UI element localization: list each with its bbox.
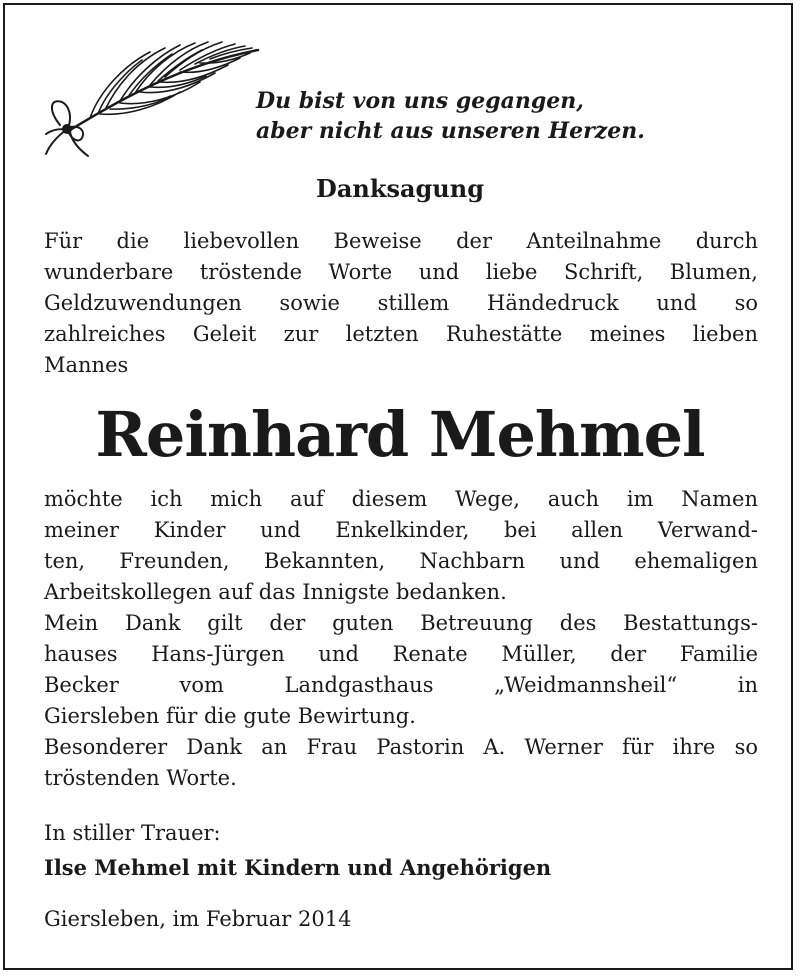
body-line: tröstenden Worte. bbox=[44, 766, 237, 790]
body-paragraph bbox=[44, 484, 758, 794]
motto-line-1: Du bist von uns gegangen, bbox=[256, 88, 584, 114]
intro-line: wunderbare tröstende Worte und liebe Schrift, Blumen, bbox=[44, 260, 758, 284]
intro-line: Mannes bbox=[44, 353, 129, 377]
intro-line: zahlreiches Geleit zur letzten Ruhestätte meines lieben bbox=[44, 322, 758, 346]
body-line: Arbeitskollegen auf das Innigste bedanken. bbox=[44, 580, 507, 604]
motto bbox=[256, 86, 645, 146]
body-line: Besonderer Dank an Frau Pastorin A. Werner für ihre so bbox=[44, 735, 758, 759]
body-line: Becker vom Landgasthaus „Weidmannsheil“ in bbox=[44, 673, 758, 697]
mourning-text: In stiller Trauer: bbox=[44, 821, 221, 845]
signers: Ilse Mehmel mit Kindern und Angehörigen bbox=[44, 855, 552, 880]
body-line: möchte ich mich auf diesem Wege, auch im Namen bbox=[44, 487, 758, 511]
intro-line: Für die liebevollen Beweise der Anteilnahme durch bbox=[44, 229, 758, 253]
intro-paragraph bbox=[44, 226, 758, 381]
deceased-name: Reinhard Mehmel bbox=[95, 398, 705, 471]
body-line: ten, Freunden, Bekannten, Nachbarn und ehemaligen bbox=[44, 549, 758, 573]
intro-line: Geldzuwendungen sowie stillem Händedruck und so bbox=[44, 291, 758, 315]
body-line: Giersleben für die gute Bewirtung. bbox=[44, 704, 416, 728]
place-date: Giersleben, im Februar 2014 bbox=[44, 907, 352, 931]
body-line: hauses Hans-Jürgen und Renate Müller, der Familie bbox=[44, 642, 758, 666]
body-line: meiner Kinder und Enkelkinder, bei allen Verwand- bbox=[44, 518, 758, 542]
motto-line-2: aber nicht aus unseren Herzen. bbox=[256, 118, 645, 144]
feather-with-bow-icon bbox=[30, 30, 265, 160]
body-line: Mein Dank gilt der guten Betreuung des Bestattungs- bbox=[44, 611, 758, 635]
heading-danksagung: Danksagung bbox=[316, 174, 484, 203]
